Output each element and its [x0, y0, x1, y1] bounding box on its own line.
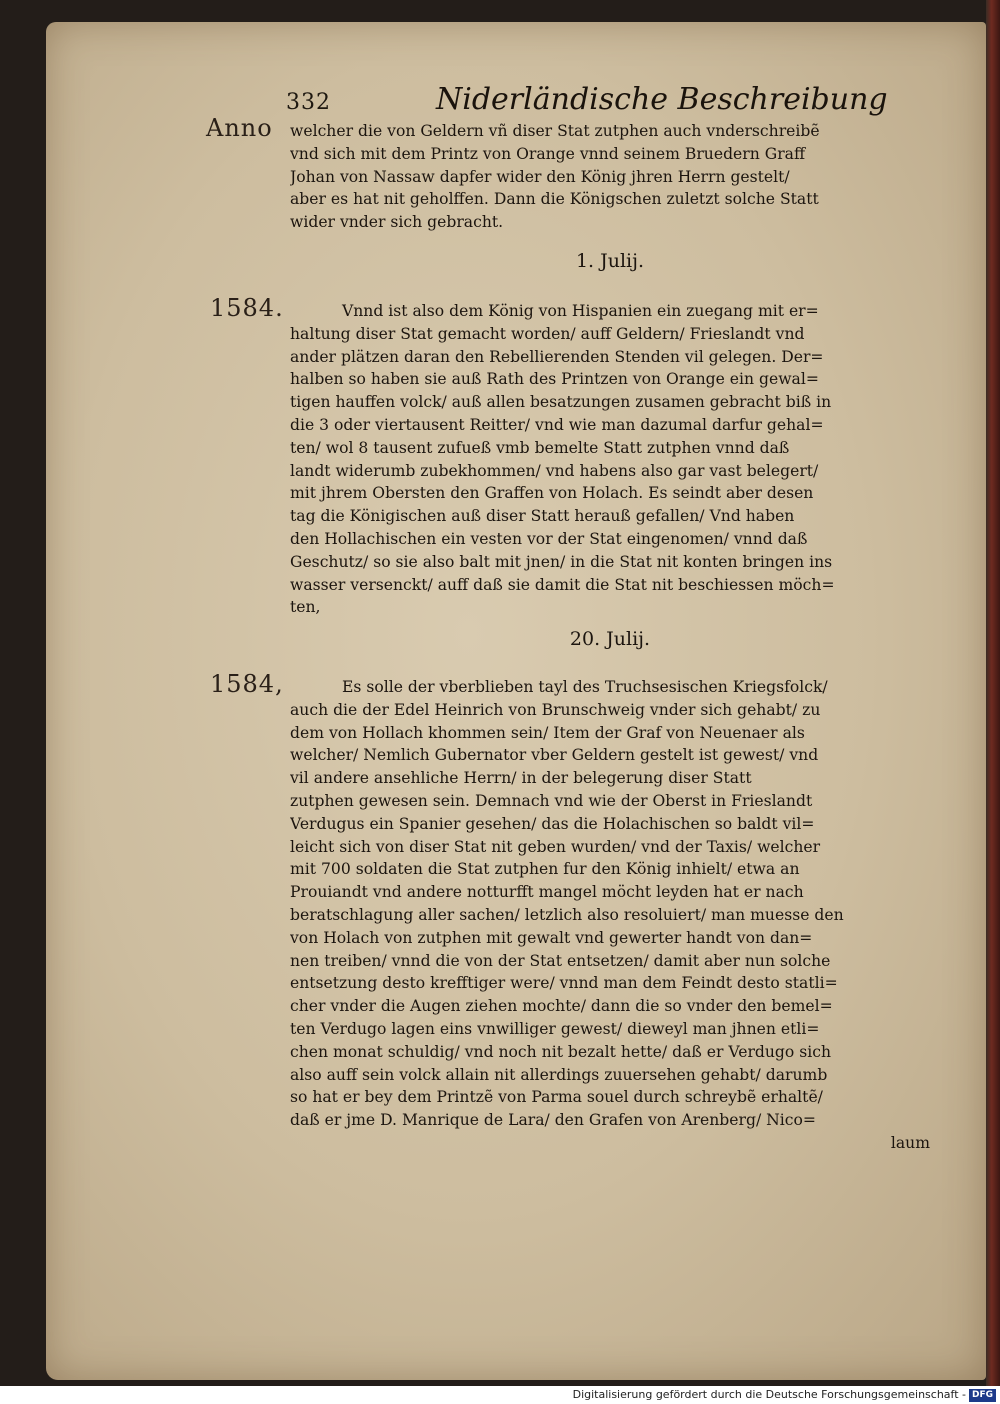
text-line: vil andere ansehliche Herrn/ in der belegerung diser Statt: [290, 769, 752, 788]
text-line: dem von Hollach khommen sein/ Item der Graf von Neuenaer als: [290, 723, 805, 742]
text-line: Geschutz/ so sie also balt mit jnen/ in die Stat nit konten bringen ins: [290, 552, 833, 571]
text-line: aber es hat nit geholffen. Dann die Königschen zuletzt solche Statt: [290, 190, 819, 209]
text-line: mit 700 soldaten die Stat zutphen fur den König inhielt/ etwa an: [290, 860, 800, 879]
text-line: so hat er bey dem Printzẽ von Parma souel durch schreybẽ erhaltẽ/: [290, 1088, 823, 1107]
funding-credit: Digitalisierung gefördert durch die Deutsche Forschungsgemeinschaft -: [572, 1388, 966, 1401]
digitization-footer: [0, 1386, 1000, 1404]
section-date-2: 20. Julij.: [569, 628, 651, 650]
text-line: landt widerumb zubekhommen/ vnd habens also gar vast belegert/: [290, 461, 819, 480]
page-number: 332: [286, 90, 331, 115]
text-line: wasser versenckt/ auff daß sie damit die Stat nit beschiessen möch=: [290, 575, 835, 594]
text-line: ten/ wol 8 tausent zufueß vmb bemelte Statt zutphen vnnd daß: [290, 438, 790, 457]
book-spine-edge: [986, 0, 1000, 1386]
text-line: chen monat schuldig/ vnd noch nit bezalt hette/ daß er Verdugo sich: [290, 1042, 832, 1061]
running-head: Niderländische Beschreibung: [436, 82, 888, 117]
margin-anno: Anno: [206, 114, 273, 142]
text-line: leicht sich von diser Stat nit geben wurden/ vnd der Taxis/ welcher: [290, 837, 821, 856]
margin-year-1584-a: 1584.: [210, 294, 284, 322]
dfg-logo: DFG: [969, 1389, 996, 1402]
text-line: haltung diser Stat gemacht worden/ auff Geldern/ Frieslandt vnd: [290, 324, 805, 343]
catchword: laum: [890, 1133, 930, 1152]
text-line: Es solle der vberblieben tayl des Truchsesischen Kriegsfolck/: [342, 678, 828, 696]
text-line: ten,: [290, 598, 321, 617]
text-line: nen treiben/ vnnd die von der Stat entsetzen/ damit aber nun solche: [290, 951, 831, 970]
text-line: entsetzung desto krefftiger were/ vnnd man dem Feindt desto statli=: [290, 974, 838, 993]
text-line: von Holach von zutphen mit gewalt vnd gewerter handt von dan=: [290, 928, 813, 947]
section-date-1: 1. Julij.: [575, 250, 645, 272]
page-header: [286, 82, 888, 122]
text-line: beratschlagung aller sachen/ letzlich also resoluiert/ man muesse den: [290, 905, 844, 924]
text-line: daß er jme D. Manrique de Lara/ den Grafen von Arenberg/ Nico=: [290, 1111, 816, 1130]
paragraph-2: [290, 676, 930, 1155]
margin-year-1584-b: 1584,: [210, 670, 284, 698]
text-line: Johan von Nassaw dapfer wider den König jhren Herrn gestelt/: [290, 167, 790, 186]
text-line: zutphen gewesen sein. Demnach vnd wie der Oberst in Frieslandt: [290, 791, 813, 810]
text-line: wider vnder sich gebracht.: [290, 213, 504, 232]
text-line: ander plätzen daran den Rebellierenden Stenden vil gelegen. Der=: [290, 347, 824, 366]
text-line: welcher/ Nemlich Gubernator vber Geldern gestelt ist gewest/ vnd: [290, 746, 819, 765]
text-line: tigen hauffen volck/ auß allen besatzungen zusamen gebracht biß in: [290, 393, 832, 412]
text-line: Vnnd ist also dem König von Hispanien ein zuegang mit er=: [342, 302, 819, 320]
text-line: Verdugus ein Spanier gesehen/ das die Holachischen so baldt vil=: [290, 814, 815, 833]
text-line: halben so haben sie auß Rath des Printzen von Orange ein gewal=: [290, 370, 819, 389]
text-line: Prouiandt vnd andere notturfft mangel möcht leyden hat er nach: [290, 883, 804, 902]
text-line: cher vnder die Augen ziehen mochte/ dann die so vnder den bemel=: [290, 997, 833, 1016]
text-line: tag die Königischen auß diser Statt herauß gefallen/ Vnd haben: [290, 507, 795, 526]
text-line: den Hollachischen ein vesten vor der Stat eingenomen/ vnnd daß: [290, 529, 808, 548]
text-line: vnd sich mit dem Printz von Orange vnnd seinem Bruedern Graff: [290, 144, 806, 163]
text-line: auch die der Edel Heinrich von Brunschweig vnder sich gehabt/ zu: [290, 700, 821, 719]
paragraph-0: [290, 120, 930, 234]
paragraph-1: [290, 300, 930, 619]
book-page: [46, 22, 986, 1380]
text-line: mit jhrem Obersten den Graffen von Holach. Es seindt aber desen: [290, 484, 814, 503]
text-line: ten Verdugo lagen eins vnwilliger gewest/ dieweyl man jhnen etli=: [290, 1019, 820, 1038]
text-line: die 3 oder viertausent Reitter/ vnd wie man dazumal darfur gehal=: [290, 415, 824, 434]
text-line: also auff sein volck allain nit allerdings zuuersehen gehabt/ darumb: [290, 1065, 828, 1084]
text-line: welcher die von Geldern vñ diser Stat zutphen auch vnderschreibẽ: [290, 122, 820, 140]
